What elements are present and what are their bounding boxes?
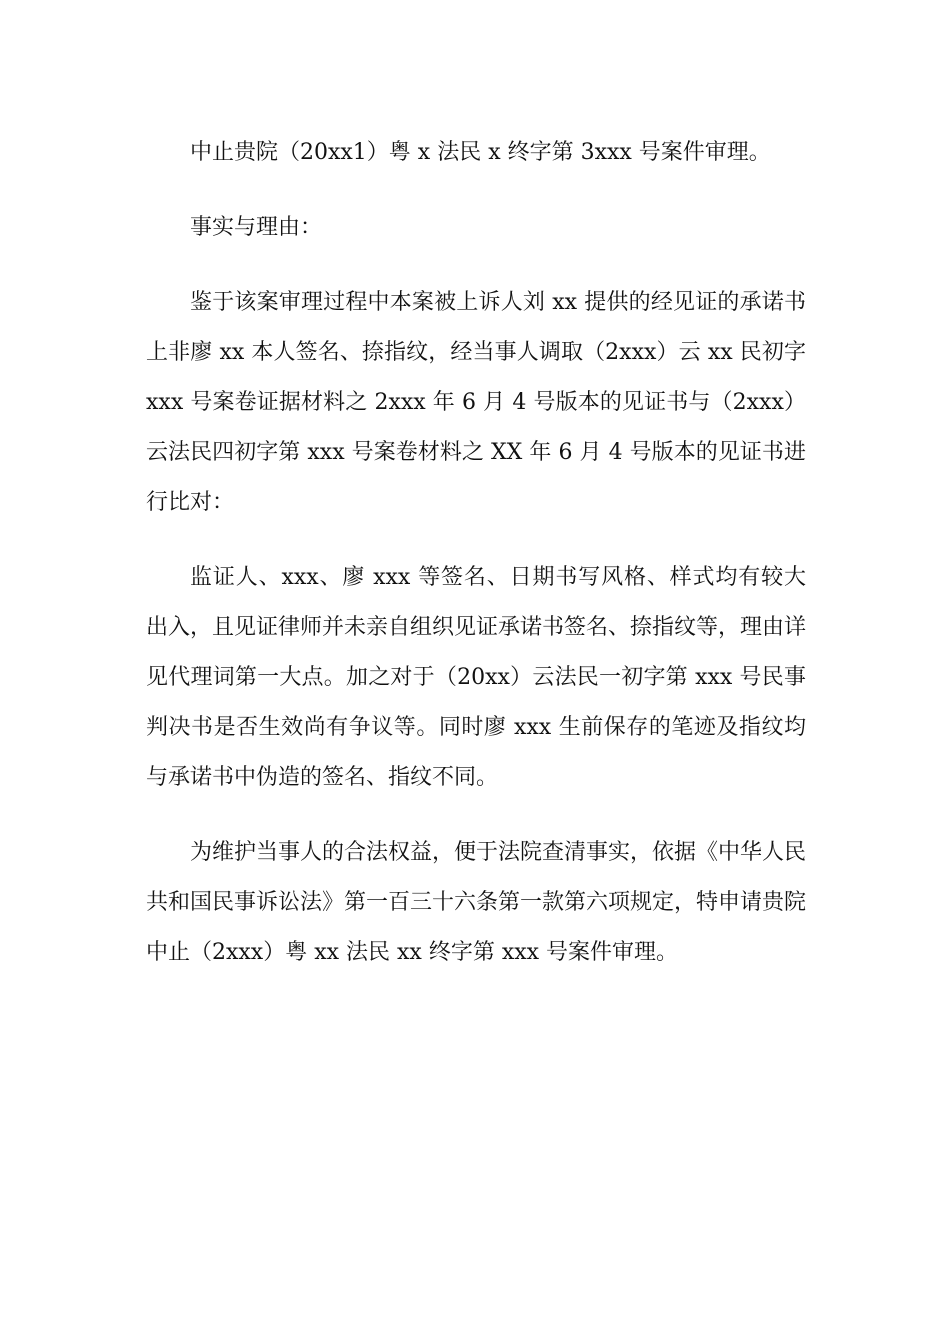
paragraph-signature-discrepancy: 监证人、xxx、廖 xxx 等签名、日期书写风格、样式均有较大出入，且见证律师并未亲自组织见证承诺书签名、捺指纹等，理由详见代理词第一大点。加之对于（20xx）云法民一初字第 xxx 号民事判决书是否生效尚有争议等。同时廖 xxx 生前保存的笔迹及指纹均与承诺书中伪造的签名、指纹不同。 [146, 565, 807, 790]
paragraph-legal-basis: 为维护当事人的合法权益，便于法院查清事实，依据《中华人民共和国民事诉讼法》第一百三十六条第一款第六项规定，特申请贵院中止（2xxx）粤 xx 法民 xx 终字第 xxx 号案件审理。 [146, 840, 807, 965]
paragraph-suspension-request: 中止贵院（20xx1）粤 x 法民 x 终字第 3xxx 号案件审理。 [190, 140, 771, 165]
paragraph-evidence-comparison: 鉴于该案审理过程中本案被上诉人刘 xx 提供的经见证的承诺书上非廖 xx 本人签名、捺指纹，经当事人调取（2xxx）云 xx 民初字 xxx 号案卷证据材料之 2xxx 年 6 月 4 号版本的见证书与（2xxx）云法民四初字第 xxx 号案卷材料之 XX 年 6 月 4 号版本的见证书进行比对： [146, 290, 806, 515]
document-body [146, 128, 806, 978]
paragraph-facts-heading: 事实与理由： [190, 215, 323, 240]
